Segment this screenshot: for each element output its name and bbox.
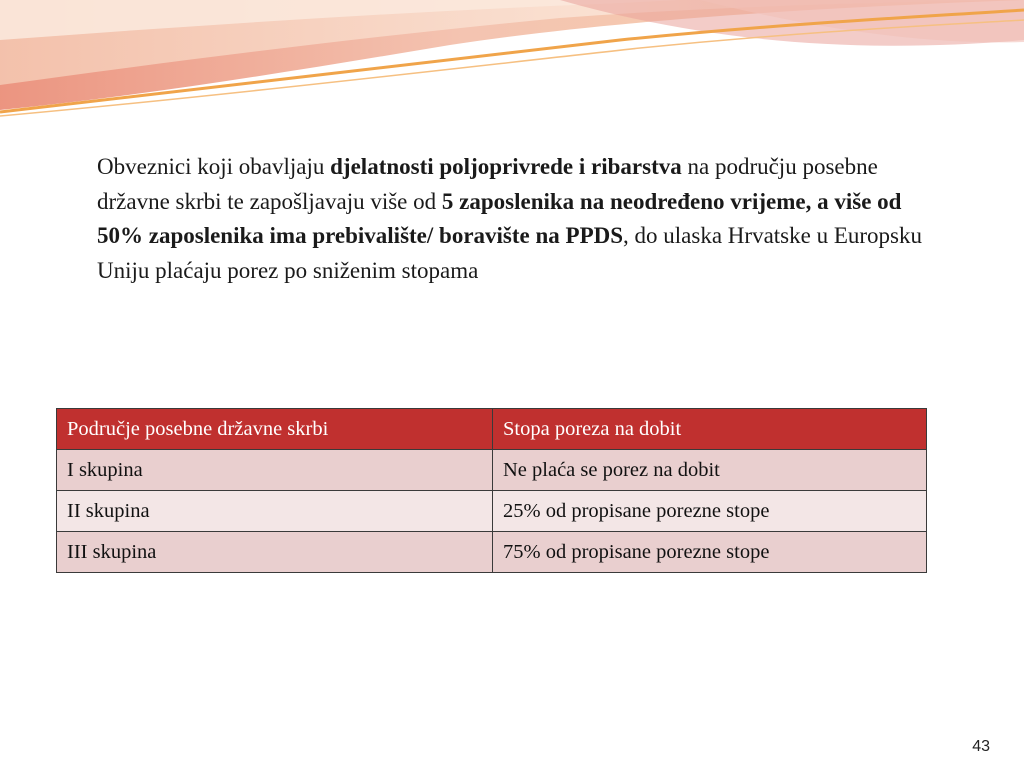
tax-rate-table — [56, 408, 927, 573]
cell-rate: 75% od propisane porezne stope — [493, 532, 927, 573]
cell-rate: 25% od propisane porezne stope — [493, 491, 927, 532]
paragraph-text-1: Obveznici koji obavljaju — [97, 154, 331, 179]
paragraph-text-3: , do ulaska Hrvatske u Europsku Uniju plaćaju porez po sniženim stopama — [97, 223, 922, 283]
cell-group: I skupina — [57, 450, 493, 491]
table-header-row — [57, 409, 927, 450]
header-tax-rate: Stopa poreza na dobit — [493, 409, 927, 450]
cell-rate: Ne plaća se porez na dobit — [493, 450, 927, 491]
top-wave-decoration — [0, 0, 1024, 120]
paragraph-bold-1: djelatnosti poljoprivrede i ribarstva — [330, 154, 682, 179]
intro-paragraph — [97, 150, 927, 288]
cell-group: II skupina — [57, 491, 493, 532]
page-number: 43 — [972, 738, 990, 755]
table-row — [57, 532, 927, 573]
paragraph-bold-2: 5 zaposlenika na neodređeno vrijeme, a više od 50% zaposlenika ima prebivalište/ boravište na PPDS — [97, 188, 902, 248]
paragraph-text-2: na području posebne državne skrbi te zapošljavaju više od — [97, 154, 878, 214]
header-area: Područje posebne državne skrbi — [57, 409, 493, 450]
table-row — [57, 491, 927, 532]
table-row — [57, 450, 927, 491]
cell-group: III skupina — [57, 532, 493, 573]
